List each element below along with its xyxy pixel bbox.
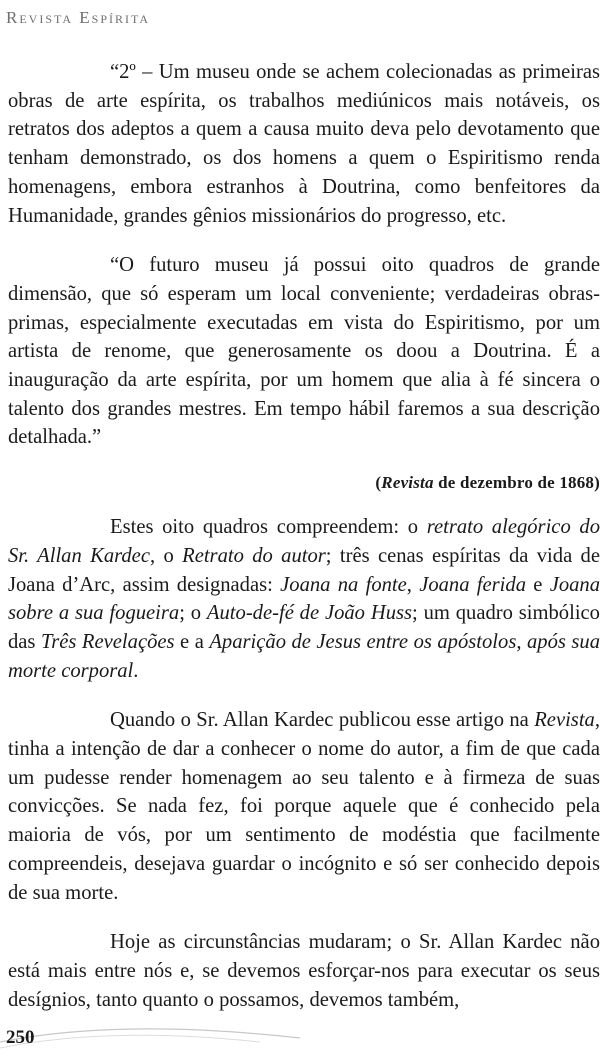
page-number: 250 [6, 1027, 35, 1048]
text-run: , tinha a intenção de dar a conhecer o nome do autor, a fim de que cada um pudesse render homenagem ao seu talento e à firmeza de suas convicções. Se nada fez, foi porque aquele que é conhecido pela maioria de vós, por um sentimento de modéstia que facilmente compreendeis, desejava guardar o incógnito e só ser conhecido depois de sua morte. [8, 709, 600, 904]
citation-date: de dezembro de 1868) [433, 473, 600, 493]
paragraph-author-identity [8, 706, 600, 907]
periodical-title: Revista [534, 709, 595, 732]
text-run: . [133, 659, 139, 682]
painting-title: após sua morte corporal [8, 630, 601, 682]
text-run: ; três cenas espíritas da vida de Joana d’Arc, assim designadas: [8, 544, 600, 596]
text-run: ; um quadro simbólico das [8, 602, 600, 653]
source-citation [8, 473, 600, 493]
running-head: Revista Espírita [6, 8, 151, 27]
painting-title: Joana ferida [419, 573, 526, 596]
text-run: e a [174, 630, 210, 653]
text-run: Quando o Sr. Allan Kardec publicou esse artigo na [110, 709, 535, 732]
text-run: , [516, 630, 527, 653]
paragraph-circumstances-changed: Hoje as circunstâncias mudaram; o Sr. Allan Kardec não está mais entre nós e, se devemos esforçar-nos para executar os seus desígnios, tanto quanto o possamos, devemos também, [8, 931, 600, 1011]
painting-title: Auto-de-fé de João Huss [206, 602, 413, 625]
text-run: Estes oito quadros compreendem: o [110, 516, 427, 539]
painting-title: Três Revelações [40, 630, 175, 653]
text-run: e [526, 573, 550, 596]
painting-title: Joana na fonte [280, 573, 407, 596]
text-run: ; o [179, 602, 207, 625]
citation-work-title: Revista [381, 473, 434, 493]
text-run: , [406, 573, 420, 596]
paragraph-paintings-announcement: “O futuro museu já possui oito quadros de grande dimensão, que só esperam um local conveniente; verdadeiras obras-primas, especialmente executadas em vista do Espiritismo, por um artista de renome, que generosamente os doou a Doutrina. É a inauguração da arte espírita, por um homem que alia à fé sincera o talento dos grandes mestres. Em tempo hábil faremos a sua descrição detalhada.” [8, 254, 600, 449]
citation-open: ( [375, 473, 382, 493]
painting-title: Joana sobre a sua fogueira [8, 573, 601, 625]
page-body [8, 58, 600, 1035]
text-run: , o [149, 544, 183, 567]
paragraph-paintings-list [8, 513, 600, 685]
paragraph-museum-proposal: “2º – Um museu onde se achem colecionadas as primeiras obras de arte espírita, os trabalhos mediúnicos mais notáveis, os retratos dos adeptos a quem a causa muito deva pelo devotamento que tenham demonstrado, os dos homens a quem o Espiritismo renda homenagens, embora estranhos à Doutrina, como benfeitores da Humanidade, grandes gênios missionários do progresso, etc. [8, 61, 600, 227]
painting-title: Aparição de Jesus entre os apóstolos [209, 630, 517, 653]
page-curl-decoration [0, 1012, 607, 1056]
painting-title: retrato alegórico do Sr. Allan Kardec [8, 516, 600, 567]
painting-title: Retrato do autor [182, 544, 326, 567]
